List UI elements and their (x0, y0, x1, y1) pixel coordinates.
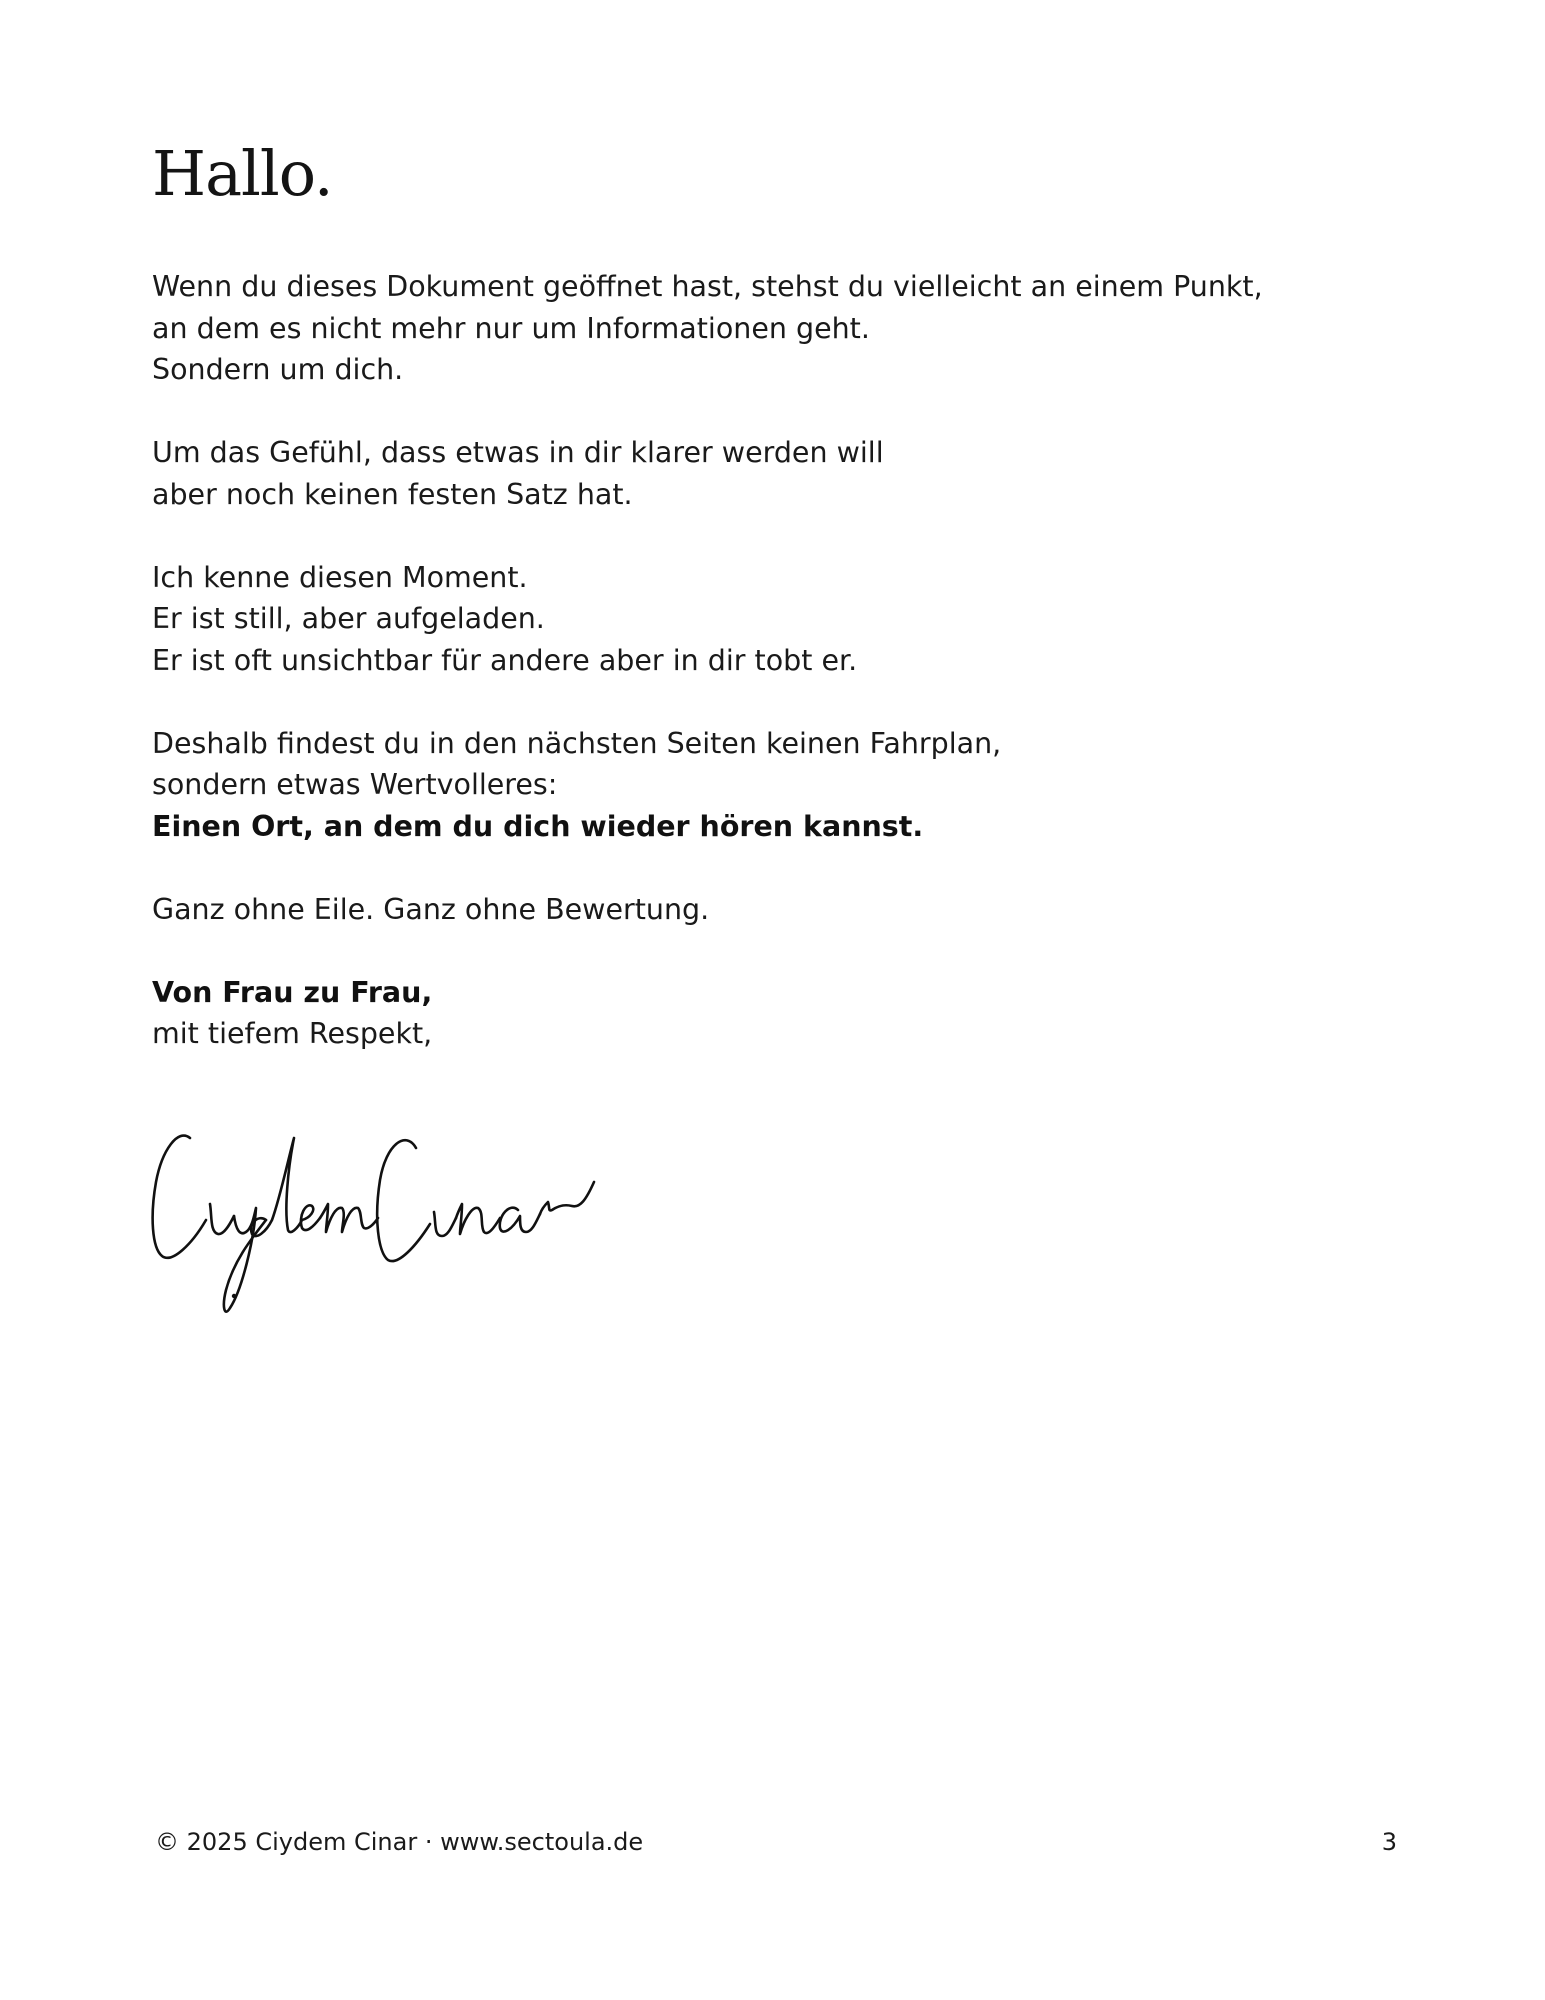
page-title: Hallo. (152, 137, 333, 210)
text-line: Wenn du dieses Dokument geöffnet hast, stehst du vielleicht an einem Punkt, (152, 270, 1263, 303)
paragraph-offer (152, 723, 1452, 848)
text-line: Ich kenne diesen Moment. (152, 560, 528, 594)
letter-body (152, 266, 1452, 1096)
closing-line: mit tiefem Respekt, (152, 1017, 433, 1050)
text-line: aber noch keinen festen Satz hat. (152, 477, 633, 511)
text-line: Deshalb findest du in den nächsten Seiten keinen Fahrplan, (152, 726, 1002, 760)
paragraph-intro (152, 266, 1452, 391)
footer-copyright: © 2025 Ciydem Cinar · www.sectoula.de (155, 1828, 644, 1856)
handwritten-signature (148, 1120, 618, 1320)
text-line: sondern etwas Wertvolleres: (152, 768, 558, 801)
emphasis-line: Einen Ort, an dem du dich wieder hören kannst. (152, 809, 924, 843)
closing (152, 972, 1452, 1055)
paragraph-moment (152, 557, 1452, 682)
text-line: an dem es nicht mehr nur um Informationen geht. (152, 311, 870, 345)
text-line: Ganz ohne Eile. Ganz ohne Bewertung. (152, 892, 710, 926)
text-line: Er ist oft unsichtbar für andere aber in dir tobt er. (152, 643, 858, 677)
text-line: Sondern um dich. (152, 353, 404, 386)
page-number: 3 (1381, 1828, 1397, 1856)
text-line: Um das Gefühl, dass etwas in dir klarer werden will (152, 436, 884, 469)
paragraph-feeling (152, 432, 1452, 515)
paragraph-calm (152, 889, 1452, 931)
closing-salutation: Von Frau zu Frau, (152, 975, 433, 1009)
text-line: Er ist still, aber aufgeladen. (152, 602, 545, 635)
